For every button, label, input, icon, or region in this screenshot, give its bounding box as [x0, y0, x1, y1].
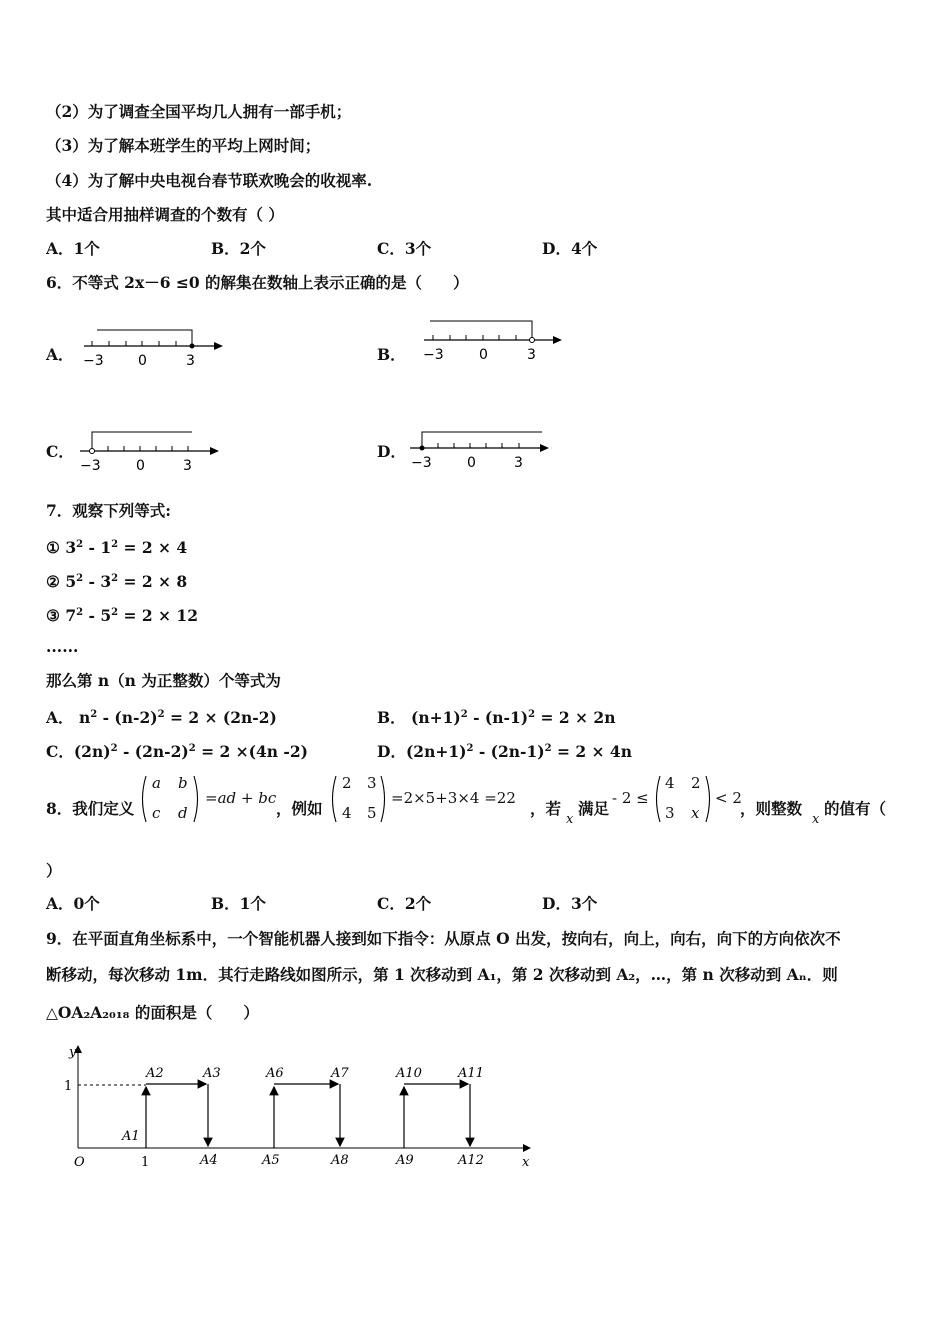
q5-item-3: （3）为了解本班学生的平均上网时间；: [46, 136, 321, 155]
tick-label: 0: [479, 347, 488, 363]
q7-question: 那么第 n（n 为正整数）个等式为: [46, 671, 281, 690]
q7-stem: 7．观察下列等式:: [46, 501, 172, 520]
q6-option-d-label: D．: [377, 442, 406, 461]
q6-stem: 6．不等式 2x－6 ≤0 的解集在数轴上表示正确的是（ ）: [46, 273, 469, 292]
def-matrix-a: a: [152, 774, 161, 792]
tick-label: 3: [183, 458, 192, 474]
q5-option-d: D．4个: [542, 239, 598, 258]
q6-option-c-label: C．: [46, 442, 74, 461]
label-a12: A12: [458, 1153, 484, 1168]
cond-matrix-b: 2: [691, 774, 701, 792]
q5-option-b: B．2个: [211, 239, 266, 258]
q8-lower-bound: - 2 ≤: [612, 789, 649, 807]
tick-label: 0: [136, 458, 145, 474]
example-matrix-c: 4: [342, 804, 352, 822]
label-a1: A1: [122, 1129, 140, 1144]
tick-label: −3: [80, 458, 101, 474]
label-a4: A4: [200, 1153, 218, 1168]
q9-line-2: 断移动，每次移动 1m．其行走路线如图所示，第 1 次移动到 A₁，第 2 次移动到 A₂，…，第 n 次移动到 Aₙ．则: [46, 965, 838, 984]
label-a2: A2: [146, 1066, 164, 1081]
label-a8: A8: [331, 1153, 349, 1168]
q7-option-a: A． $n^2 - (n-2)^2 = 2 \times (2n-2)$: [46, 708, 277, 728]
q8-satisfy: 满足: [578, 799, 610, 818]
cond-matrix-c: 3: [665, 804, 675, 822]
q8-if-text: ，若: [530, 799, 562, 818]
q5-option-c: C．3个: [377, 239, 432, 258]
q8-option-d: D．3个: [542, 894, 598, 913]
q7-option-d: D．$(2n+1)^2 - (2n-1)^2 = 2 \times 4n$: [377, 742, 632, 762]
q5-item-4: （4）为了解中央电视台春节联欢晚会的收视率.: [46, 171, 373, 190]
unit-x-label: 1: [141, 1155, 150, 1170]
def-matrix-b: b: [178, 774, 188, 792]
label-a9: A9: [396, 1153, 414, 1168]
q9-line-1: 9．在平面直角坐标系中，一个智能机器人接到如下指令：从原点 O 出发，按向右，向上，向右，向下的方向依次不: [46, 929, 841, 948]
tick-label: −3: [411, 455, 432, 471]
label-a5: A5: [262, 1153, 280, 1168]
q8-tail: ，则整数: [740, 799, 803, 818]
q5-stem: 其中适合用抽样调查的个数有（ ）: [46, 205, 284, 224]
def-result: =ad + bc: [205, 789, 277, 807]
q7-eq-1: ① $3^2 - 1^2 = 2 \times 4$: [46, 538, 188, 558]
q8-tail-2: 的值有（: [824, 799, 887, 818]
example-matrix-d: 5: [367, 804, 377, 822]
label-a6: A6: [266, 1066, 284, 1081]
q8-close: ）: [46, 861, 62, 880]
q8-option-c: C．2个: [377, 894, 432, 913]
example-matrix-a: 2: [342, 774, 352, 792]
tick-label: 0: [138, 353, 147, 369]
q8-var-x-2: x: [812, 812, 820, 827]
q7-option-b: B． $(n+1)^2 - (n-1)^2 = 2 \times 2n$: [377, 708, 616, 728]
example-matrix-b: 3: [367, 774, 377, 792]
q8-option-b: B．1个: [211, 894, 266, 913]
q7-option-c: C．$(2n)^2 - (2n-2)^2 = 2 \times(4n$ -2): [46, 742, 308, 762]
tick-label: 3: [514, 455, 523, 471]
q8-example-text: ，例如: [276, 799, 323, 818]
unit-y-label: 1: [64, 1079, 73, 1094]
q6-option-a-label: A．: [46, 345, 74, 364]
tick-label: −3: [423, 347, 444, 363]
tick-label: 3: [186, 353, 195, 369]
axis-x-label: x: [522, 1155, 530, 1170]
label-a11: A11: [458, 1066, 484, 1081]
tick-label: 3: [527, 347, 536, 363]
label-a7: A7: [331, 1066, 349, 1081]
axis-y-label: y: [69, 1045, 77, 1060]
q7-eq-2: ② $5^2 - 3^2 = 2 \times 8$: [46, 572, 188, 592]
q8-var-x: x: [566, 812, 574, 827]
q7-eq-3: ③ $7^2 - 5^2 = 2 \times 12$: [46, 606, 199, 626]
example-result: =2×5+3×4 =22: [391, 789, 516, 807]
q8-prefix: 8．我们定义: [46, 799, 135, 818]
q5-item-2: （2）为了调查全国平均几人拥有一部手机；: [46, 102, 352, 121]
q6-option-b-label: B．: [377, 345, 406, 364]
cond-matrix-a: 4: [665, 774, 675, 792]
label-a10: A10: [396, 1066, 422, 1081]
tick-label: −3: [83, 353, 104, 369]
tick-label: 0: [467, 455, 476, 471]
def-matrix-c: c: [152, 804, 161, 822]
label-a3: A3: [203, 1066, 221, 1081]
q8-option-a: A．0个: [46, 894, 100, 913]
cond-matrix-d: x: [691, 804, 700, 822]
q5-option-a: A．1个: [46, 239, 100, 258]
origin-label: O: [74, 1155, 85, 1170]
def-matrix-d: d: [178, 804, 188, 822]
q7-ellipsis: ......: [46, 637, 79, 656]
q8-upper-bound: < 2: [715, 789, 742, 807]
q9-line-3: △OA₂A₂₀₁₈ 的面积是（ ）: [46, 1003, 259, 1022]
